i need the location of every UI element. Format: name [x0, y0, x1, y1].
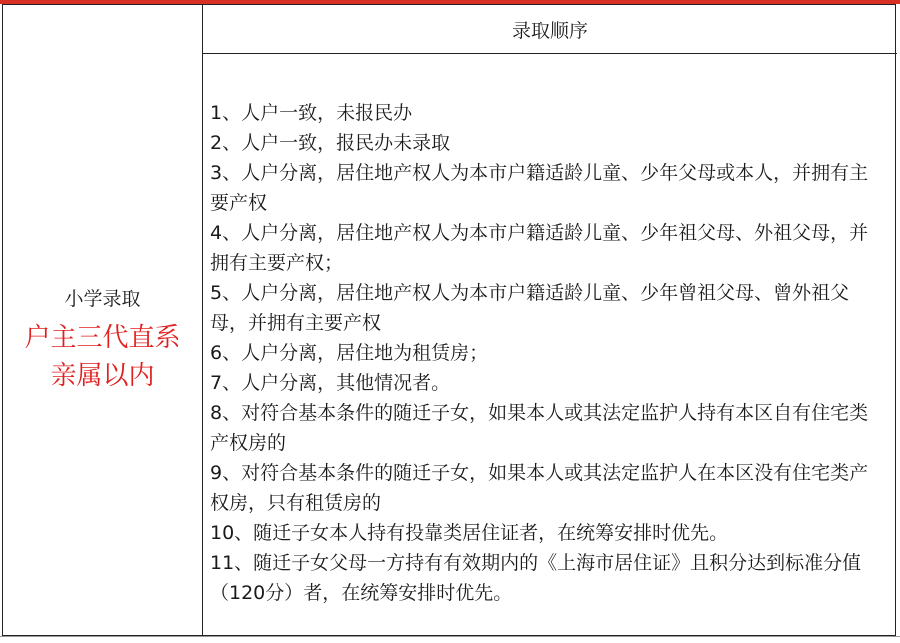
- category-emphasis-line1: 户主三代直系: [24, 322, 181, 353]
- rule-item: 9、对符合基本条件的随迁子女，如果本人或其法定监护人在本区没有住宅类产权房，只有租赁房的: [210, 462, 869, 514]
- table-header-title: 录取顺序: [511, 19, 588, 42]
- rule-item: 4、人户分离，居住地产权人为本市户籍适龄儿童、少年祖父母、外祖父母，并拥有主要产权；: [210, 222, 869, 274]
- table-header: [203, 5, 897, 53]
- bottom-divider: [0, 636, 900, 637]
- admission-table: [2, 4, 896, 636]
- rule-item: 11、随迁子女父母一方持有有效期内的《上海市居住证》且积分达到标准分值（120分）者，在统筹安排时优先。: [210, 552, 862, 604]
- rule-item: 3、人户分离，居住地产权人为本市户籍适龄儿童、少年父母或本人，并拥有主要产权: [210, 162, 869, 214]
- rule-item: 7、人户分离，其他情况者。: [210, 372, 451, 394]
- category-emphasis-line2: 亲属以内: [50, 360, 155, 391]
- rule-item: 1、人户一致，未报民办: [210, 102, 413, 124]
- category-label: 小学录取: [64, 287, 141, 310]
- rule-item: 8、对符合基本条件的随迁子女，如果本人或其法定监护人持有本区自有住宅类产权房的: [210, 402, 869, 454]
- category-cell: [3, 5, 202, 635]
- rule-item: 2、人户一致，报民办未录取: [210, 132, 451, 154]
- rules-cell: [203, 54, 897, 608]
- rule-item: 10、随迁子女本人持有投靠类居住证者，在统筹安排时优先。: [210, 522, 729, 544]
- rule-item: 6、人户分离，居住地为租赁房；: [210, 342, 489, 364]
- rule-item: 5、人户分离，居住地产权人为本市户籍适龄儿童、少年曾祖父母、曾外祖父母，并拥有主要产权: [210, 282, 850, 334]
